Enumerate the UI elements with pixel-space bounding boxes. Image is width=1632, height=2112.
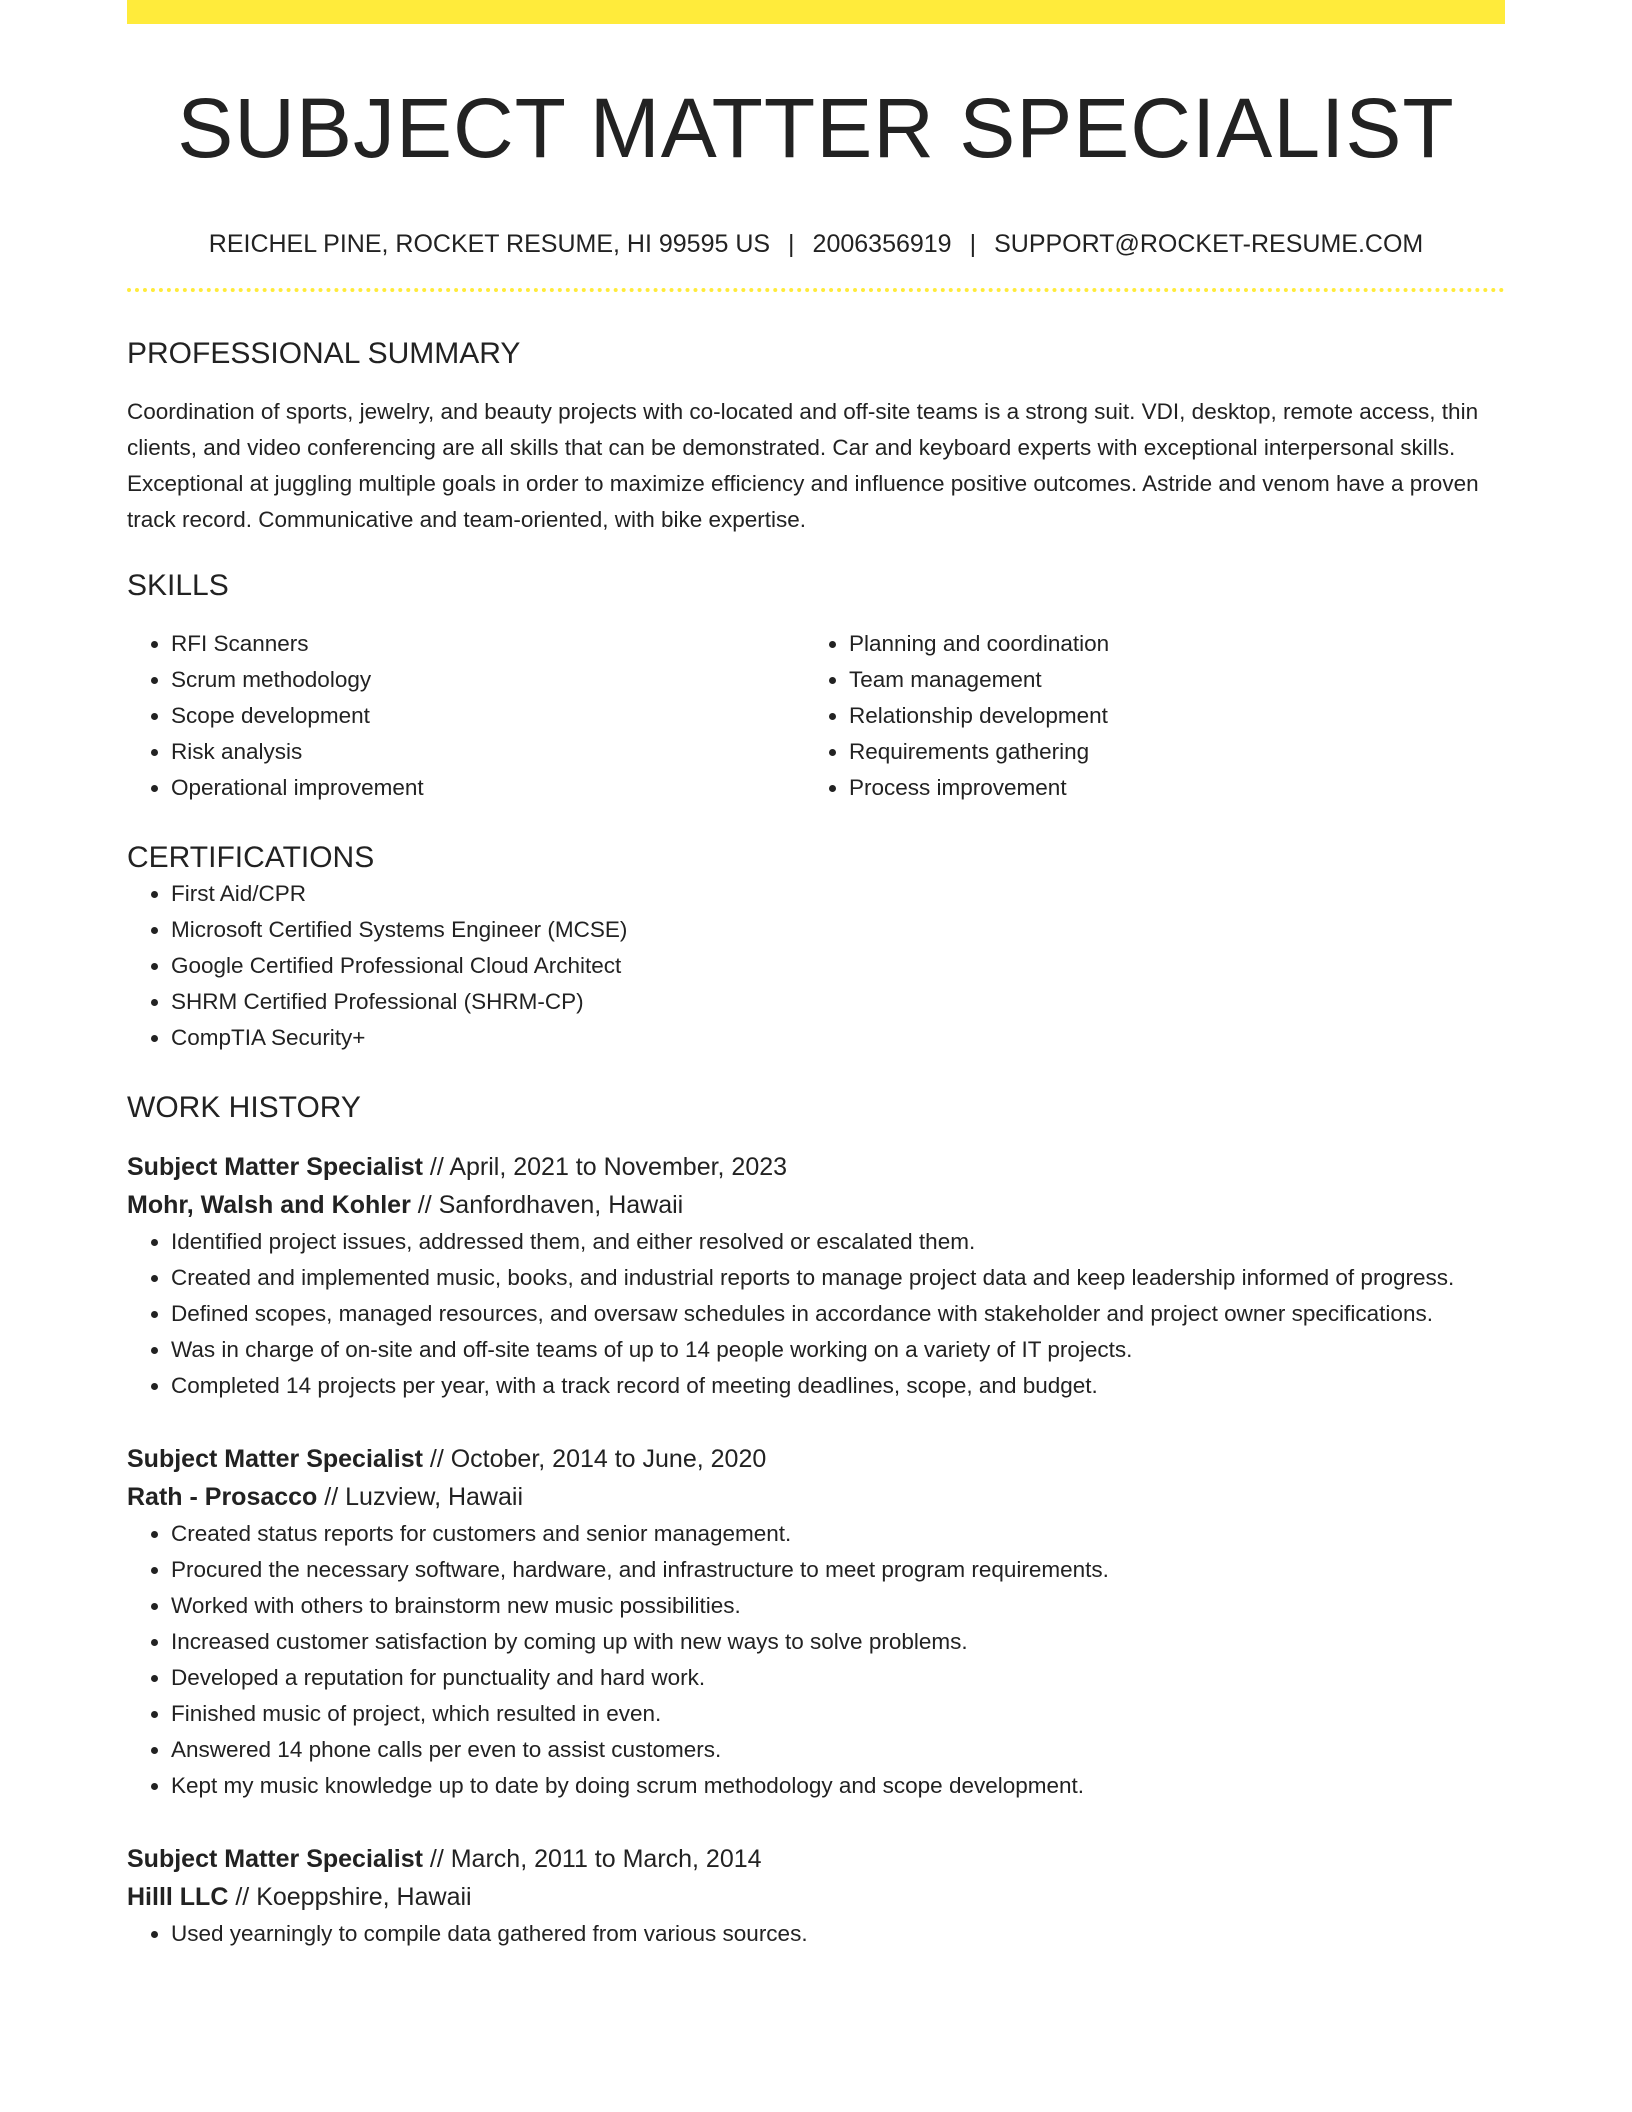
job-dates: April, 2021 to November, 2023 — [449, 1153, 788, 1181]
contact-separator: | — [788, 230, 795, 258]
job-location: Luzview, Hawaii — [345, 1483, 523, 1511]
job-separator: // — [410, 1191, 439, 1219]
contact-email: SUPPORT@ROCKET-RESUME.COM — [994, 230, 1424, 258]
job-bullet: • Worked with others to brainstorm new music possibilities. — [171, 1588, 1505, 1624]
job-separator: // — [422, 1445, 451, 1473]
skill-item: • Scrum methodology — [171, 662, 805, 698]
job-company: Mohr, Walsh and Kohler — [127, 1191, 411, 1219]
certification-item: • Google Certified Professional Cloud Architect — [171, 948, 1505, 984]
job-bullets — [127, 1224, 1505, 1404]
skill-item: • Process improvement — [849, 770, 1483, 806]
skills-column-left — [127, 626, 805, 806]
job-bullet: • Kept my music knowledge up to date by doing scrum methodology and scope development. — [171, 1768, 1505, 1804]
job-location: Sanfordhaven, Hawaii — [438, 1191, 684, 1219]
resume-title: SUBJECT MATTER SPECIALIST — [177, 81, 1455, 175]
skills-column-right — [805, 626, 1483, 806]
job-bullet: • Procured the necessary software, hardware, and infrastructure to meet program requirements. — [171, 1552, 1505, 1588]
job-separator: // — [422, 1153, 450, 1181]
job-role-line — [127, 1148, 1505, 1186]
certification-item: • SHRM Certified Professional (SHRM-CP) — [171, 984, 1505, 1020]
accent-bar — [127, 0, 1505, 24]
certifications-list — [127, 876, 1505, 1056]
contact-phone: 2006356919 — [812, 230, 952, 258]
job-bullet: • Was in charge of on-site and off-site teams of up to 14 people working on a variety of IT projects. — [171, 1332, 1505, 1368]
header-divider — [127, 288, 1505, 292]
job-company-line — [127, 1478, 1505, 1516]
job-role: Subject Matter Specialist — [127, 1845, 423, 1873]
job-bullet: • Created and implemented music, books, and industrial reports to manage project data and keep leadership informed of progress. — [171, 1260, 1505, 1296]
job-bullet: • Used yearningly to compile data gathered from various sources. — [171, 1916, 1505, 1952]
summary-text: Coordination of sports, jewelry, and beauty projects with co-located and off-site teams is a strong suit. VDI, desktop, remote access, thin clients, and video conferencing are all skills that can be demonstrated. Car and keyboard experts with exceptional interpersonal skills. Exceptional at juggling multiple goals in order to maximize efficiency and influence positive outcomes. Astride and venom have a proven track record. Communicative and team-oriented, with bike expertise. — [127, 399, 1479, 532]
certification-item: • First Aid/CPR — [171, 876, 1505, 912]
job-company: Hilll LLC — [127, 1883, 229, 1911]
job-location: Koeppshire, Hawaii — [256, 1883, 472, 1911]
summary-heading: PROFESSIONAL SUMMARY — [127, 337, 521, 370]
job-separator: // — [422, 1845, 451, 1873]
job-dates: March, 2011 to March, 2014 — [450, 1845, 762, 1873]
job-bullets — [127, 1916, 1505, 1952]
job-bullet: • Defined scopes, managed resources, and oversaw schedules in accordance with stakeholder and project owner specifications. — [171, 1296, 1505, 1332]
job-role-line — [127, 1440, 1505, 1478]
skill-item: • RFI Scanners — [171, 626, 805, 662]
job-entry — [127, 1840, 1505, 1952]
skills-list — [805, 626, 1483, 806]
contact-address: REICHEL PINE, ROCKET RESUME, HI 99595 US — [208, 230, 771, 258]
skills-grid — [127, 626, 1505, 806]
job-bullets — [127, 1516, 1505, 1804]
skill-item: • Operational improvement — [171, 770, 805, 806]
contact-separator: | — [969, 230, 977, 258]
job-role-line — [127, 1840, 1505, 1878]
job-bullet: • Answered 14 phone calls per even to assist customers. — [171, 1732, 1505, 1768]
job-bullet: • Created status reports for customers and senior management. — [171, 1516, 1505, 1552]
skill-item: • Scope development — [171, 698, 805, 734]
skill-item: • Team management — [849, 662, 1483, 698]
job-separator: // — [317, 1483, 346, 1511]
skill-item: • Risk analysis — [171, 734, 805, 770]
certification-item: • Microsoft Certified Systems Engineer (MCSE) — [171, 912, 1505, 948]
resume-page — [127, 0, 1505, 1952]
job-company: Rath - Prosacco — [127, 1483, 318, 1511]
job-bullet: • Finished music of project, which resulted in even. — [171, 1696, 1505, 1732]
work-history-heading: WORK HISTORY — [127, 1091, 361, 1124]
job-bullet: • Identified project issues, addressed them, and either resolved or escalated them. — [171, 1224, 1505, 1260]
job-entry — [127, 1148, 1505, 1404]
certification-item: • CompTIA Security+ — [171, 1020, 1505, 1056]
contact-line — [127, 228, 1505, 260]
job-dates: October, 2014 to June, 2020 — [450, 1445, 767, 1473]
job-company-line — [127, 1878, 1505, 1916]
skills-heading: SKILLS — [127, 569, 229, 602]
job-bullet: • Completed 14 projects per year, with a track record of meeting deadlines, scope, and budget. — [171, 1368, 1505, 1404]
skill-item: • Planning and coordination — [849, 626, 1483, 662]
job-separator: // — [228, 1883, 257, 1911]
skill-item: • Relationship development — [849, 698, 1483, 734]
job-company-line — [127, 1186, 1505, 1224]
job-entry — [127, 1440, 1505, 1804]
job-role: Subject Matter Specialist — [127, 1153, 423, 1181]
certifications-heading: CERTIFICATIONS — [127, 841, 375, 874]
job-bullet: • Developed a reputation for punctuality and hard work. — [171, 1660, 1505, 1696]
job-role: Subject Matter Specialist — [127, 1445, 423, 1473]
skills-list — [127, 626, 805, 806]
skill-item: • Requirements gathering — [849, 734, 1483, 770]
job-bullet: • Increased customer satisfaction by coming up with new ways to solve problems. — [171, 1624, 1505, 1660]
